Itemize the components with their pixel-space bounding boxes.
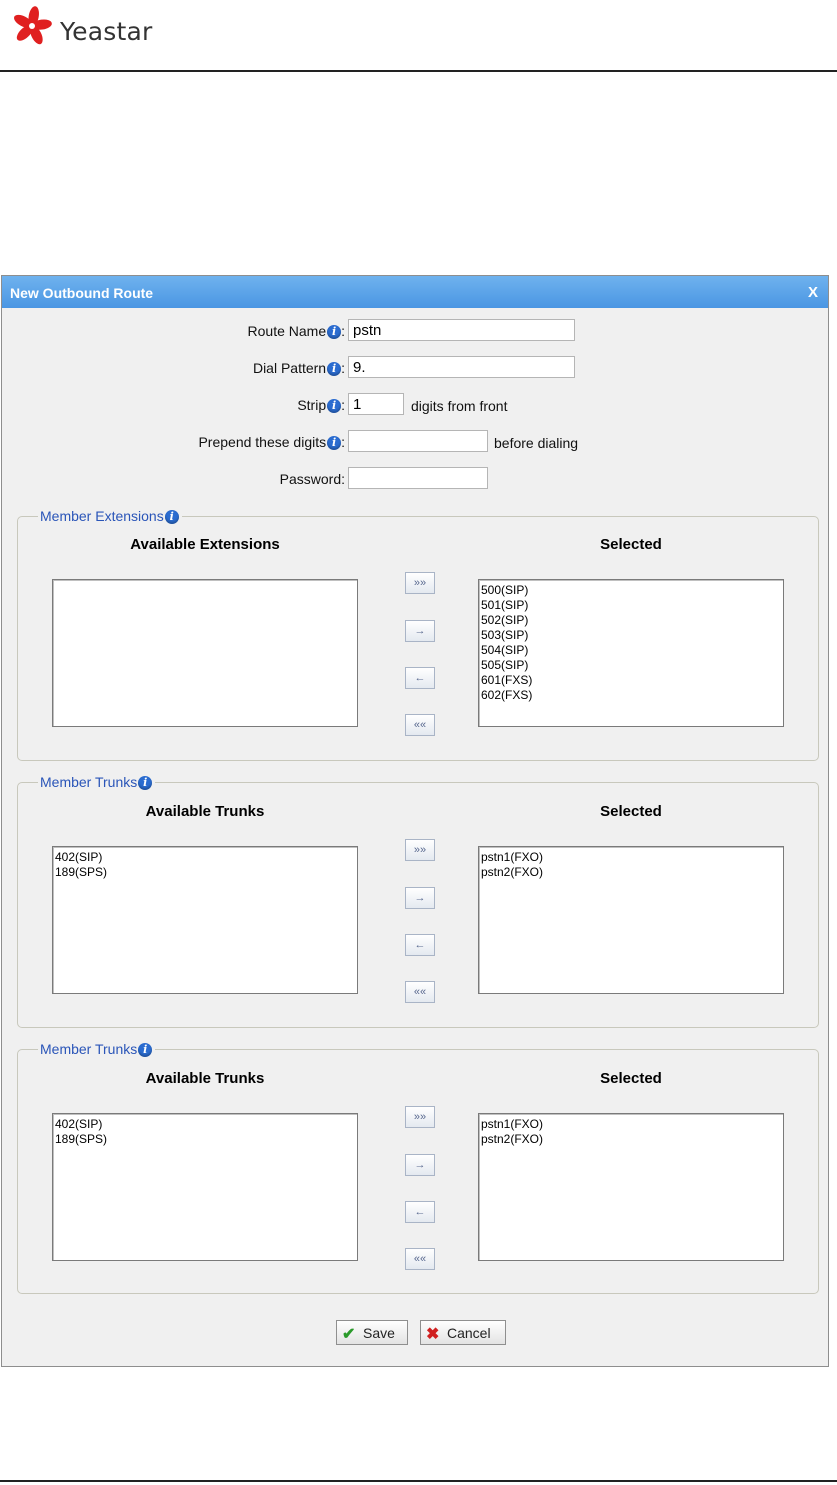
available-trunks-list[interactable] xyxy=(52,846,358,994)
cross-icon: ✖ xyxy=(426,1326,440,1343)
yeastar-flower-icon xyxy=(4,0,64,56)
list-item[interactable]: 500(SIP) xyxy=(481,583,529,597)
cancel-button[interactable] xyxy=(420,1320,506,1345)
selected-extensions-list[interactable] xyxy=(478,579,784,727)
logo-text: Yeastar xyxy=(60,17,153,46)
move-left-button[interactable]: ← xyxy=(405,667,435,689)
password-label xyxy=(280,471,345,487)
dialog-titlebar[interactable] xyxy=(2,276,828,308)
list-item[interactable]: 189(SPS) xyxy=(55,1132,108,1146)
selected-trunks-list-2[interactable] xyxy=(478,1113,784,1261)
available-trunks-header-2: Available Trunks xyxy=(145,1070,265,1087)
list-item[interactable]: pstn1(FXO) xyxy=(481,1117,544,1131)
list-item[interactable]: pstn2(FXO) xyxy=(481,1132,544,1146)
member-extensions-legend-text: Member Extensions xyxy=(40,508,164,524)
list-item[interactable]: 189(SPS) xyxy=(55,865,108,879)
route-name-colon: : xyxy=(341,323,345,339)
member-extensions-legend xyxy=(38,508,182,524)
yeastar-logo xyxy=(4,0,174,60)
dial-pattern-colon: : xyxy=(341,360,345,376)
move-left-button[interactable]: ← xyxy=(405,1201,435,1223)
prepend-label-text: Prepend these digits xyxy=(198,434,327,450)
save-button-label: Save xyxy=(363,1325,395,1341)
move-right-button[interactable]: → xyxy=(405,620,435,642)
move-all-left-button[interactable]: «« xyxy=(405,1248,435,1270)
strip-suffix: digits from front xyxy=(411,398,508,414)
list-item[interactable]: 402(SIP) xyxy=(55,1117,103,1131)
list-item[interactable]: 601(FXS) xyxy=(481,673,533,687)
selected-trunks-header-2: Selected xyxy=(600,1070,662,1087)
info-icon[interactable]: i xyxy=(138,776,152,790)
strip-label xyxy=(297,397,345,413)
new-outbound-route-dialog xyxy=(1,275,829,1367)
save-button[interactable] xyxy=(336,1320,408,1345)
list-item[interactable]: 602(FXS) xyxy=(481,688,533,702)
list-item[interactable]: pstn1(FXO) xyxy=(481,850,544,864)
password-colon: : xyxy=(341,471,345,487)
move-left-button[interactable]: ← xyxy=(405,934,435,956)
dial-pattern-label xyxy=(253,360,345,376)
check-icon: ✔ xyxy=(342,1326,356,1343)
strip-label-text: Strip xyxy=(297,397,327,413)
available-extensions-list[interactable] xyxy=(52,579,358,727)
list-item[interactable]: 402(SIP) xyxy=(55,850,103,864)
dial-pattern-label-text: Dial Pattern xyxy=(252,360,327,376)
list-item[interactable]: 505(SIP) xyxy=(481,658,529,672)
list-item[interactable]: pstn2(FXO) xyxy=(481,865,544,879)
prepend-label xyxy=(198,434,345,450)
selected-trunks-header: Selected xyxy=(600,803,662,820)
password-label-text: Password xyxy=(279,471,342,487)
move-right-button[interactable]: → xyxy=(405,1154,435,1176)
close-button[interactable]: X xyxy=(807,284,818,301)
move-all-right-button[interactable]: »» xyxy=(405,1106,435,1128)
member-trunks-legend-text: Member Trunks xyxy=(40,1041,138,1057)
selected-extensions-header: Selected xyxy=(600,536,662,553)
list-item[interactable]: 502(SIP) xyxy=(481,613,529,627)
available-trunks-list-2[interactable] xyxy=(52,1113,358,1261)
list-item[interactable]: 501(SIP) xyxy=(481,598,529,612)
password-input[interactable] xyxy=(348,467,488,489)
info-icon[interactable]: i xyxy=(327,436,341,450)
move-all-left-button[interactable]: «« xyxy=(405,714,435,736)
info-icon[interactable]: i xyxy=(165,510,179,524)
cancel-button-label: Cancel xyxy=(447,1325,491,1341)
route-name-label-text: Route Name xyxy=(247,323,327,339)
dialog-title: New Outbound Route xyxy=(10,285,154,301)
member-trunks-legend xyxy=(38,774,155,790)
member-trunks-legend-text: Member Trunks xyxy=(40,774,138,790)
header-divider xyxy=(0,70,837,72)
footer-divider xyxy=(0,1480,837,1482)
route-name-label xyxy=(248,323,345,339)
prepend-suffix: before dialing xyxy=(494,435,579,451)
move-right-button[interactable]: → xyxy=(405,887,435,909)
move-all-right-button[interactable]: »» xyxy=(405,572,435,594)
list-item[interactable]: 504(SIP) xyxy=(481,643,529,657)
available-trunks-header: Available Trunks xyxy=(145,803,265,820)
info-icon[interactable]: i xyxy=(327,325,341,339)
available-extensions-header: Available Extensions xyxy=(130,536,280,553)
dial-pattern-input[interactable] xyxy=(348,356,575,378)
prepend-colon: : xyxy=(341,434,345,450)
info-icon[interactable]: i xyxy=(327,362,341,376)
strip-colon: : xyxy=(341,397,345,413)
selected-trunks-list[interactable] xyxy=(478,846,784,994)
prepend-input[interactable] xyxy=(348,430,488,452)
info-icon[interactable]: i xyxy=(327,399,341,413)
route-name-input[interactable] xyxy=(348,319,575,341)
strip-input[interactable] xyxy=(348,393,404,415)
list-item[interactable]: 503(SIP) xyxy=(481,628,529,642)
member-trunks-legend-2 xyxy=(38,1041,155,1057)
move-all-left-button[interactable]: «« xyxy=(405,981,435,1003)
move-all-right-button[interactable]: »» xyxy=(405,839,435,861)
info-icon[interactable]: i xyxy=(138,1043,152,1057)
